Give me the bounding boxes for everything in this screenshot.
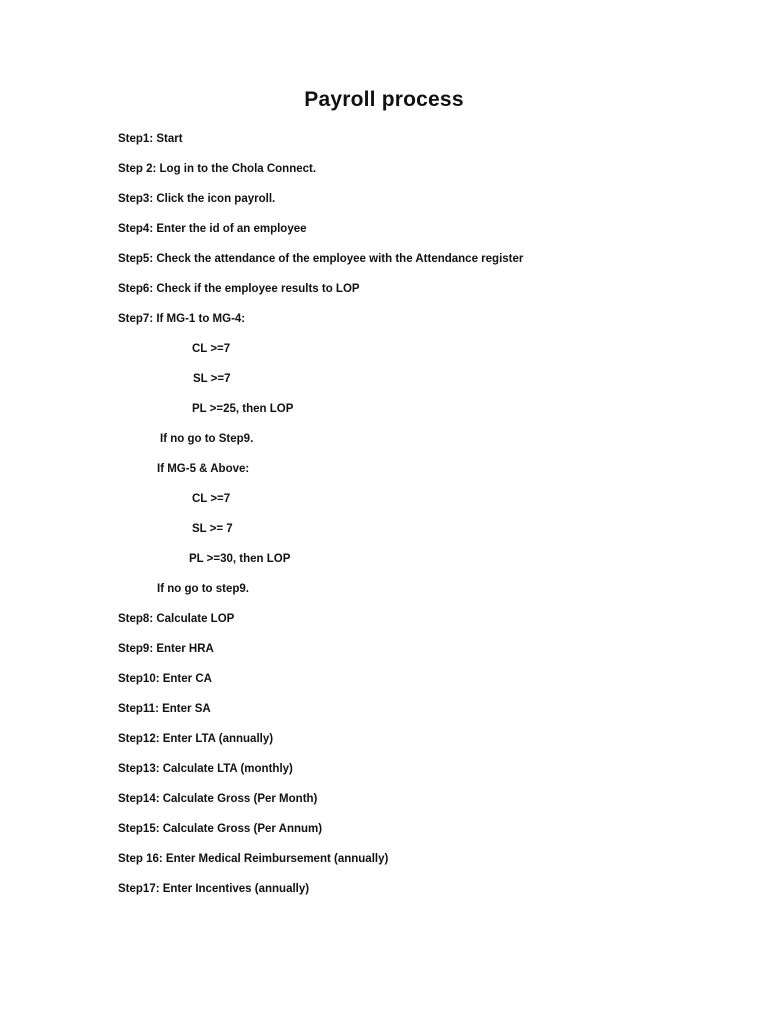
step-9-line: Step9: Enter HRA [118, 643, 214, 655]
step-2-line: Step 2: Log in to the Chola Connect. [118, 163, 317, 175]
step-12-line: Step12: Enter LTA (annually) [118, 733, 274, 745]
step-13-line: Step13: Calculate LTA (monthly) [118, 763, 293, 775]
condition-cl-line-2: CL >=7 [192, 493, 231, 505]
step-14-line: Step14: Calculate Gross (Per Month) [118, 793, 318, 805]
step-10-line: Step10: Enter CA [118, 673, 212, 685]
page-title: Payroll process [304, 88, 464, 111]
step-17-line: Step17: Enter Incentives (annually) [118, 883, 310, 895]
step-8-line: Step8: Calculate LOP [118, 613, 235, 625]
if-no-line: If no go to Step9. [160, 433, 254, 445]
mg5-line: If MG-5 & Above: [157, 463, 250, 475]
step-6-line: Step6: Check if the employee results to LOP [118, 283, 360, 295]
step-11-line: Step11: Enter SA [118, 703, 211, 715]
step-16-line: Step 16: Enter Medical Reimbursement (annually) [118, 853, 389, 865]
condition-pl-line: PL >=25, then LOP [192, 403, 294, 415]
condition-cl-line: CL >=7 [192, 343, 231, 355]
step-1-line: Step1: Start [118, 133, 183, 145]
condition-pl-line-2: PL >=30, then LOP [189, 553, 291, 565]
step-4-line: Step4: Enter the id of an employee [118, 223, 307, 235]
if-no-line-2: If no go to step9. [157, 583, 249, 595]
condition-sl-line-2: SL >= 7 [192, 523, 233, 535]
step-15-line: Step15: Calculate Gross (Per Annum) [118, 823, 323, 835]
condition-sl-line: SL >=7 [193, 373, 231, 385]
step-7-line: Step7: If MG-1 to MG-4: [118, 313, 246, 325]
step-5-line: Step5: Check the attendance of the employee with the Attendance register [118, 253, 524, 265]
step-3-line: Step3: Click the icon payroll. [118, 193, 276, 205]
